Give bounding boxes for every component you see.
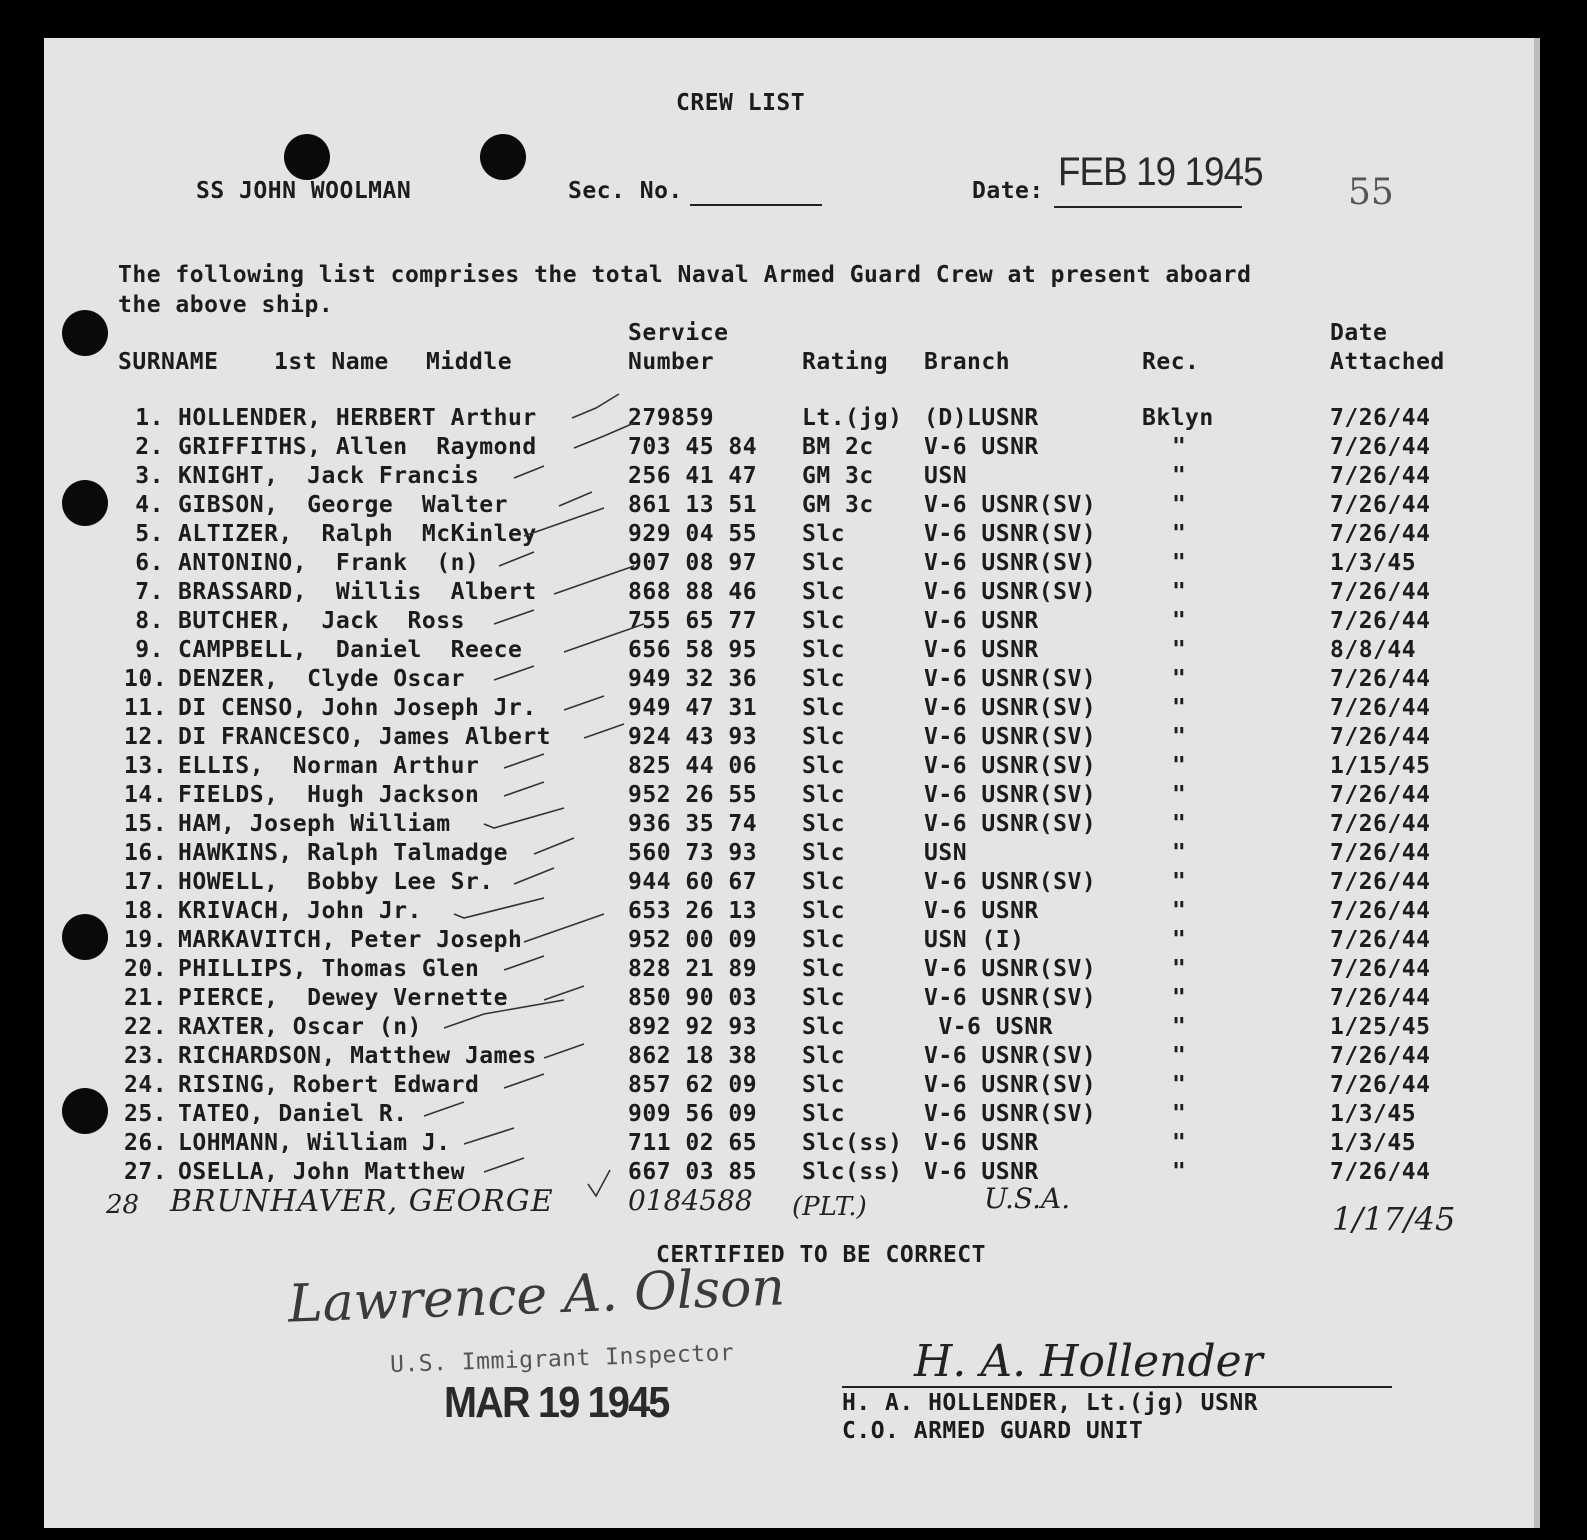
date-attached: 7/26/44	[1330, 927, 1431, 953]
inspector-title: U.S. Immigrant Inspector	[389, 1339, 735, 1379]
rating: Slc	[802, 1014, 846, 1040]
date-stamp: FEB 19 1945	[1058, 150, 1263, 194]
branch: V-6 USNR(SV)	[924, 753, 1097, 779]
date-attached: 7/26/44	[1330, 724, 1431, 750]
crew-name: BUTCHER, Jack Ross	[178, 608, 465, 634]
rating: Slc	[802, 521, 846, 547]
rec: "	[1172, 521, 1187, 547]
row-number: 8.	[135, 608, 164, 634]
rating: Slc	[802, 927, 846, 953]
rating: Slc	[802, 637, 846, 663]
check-marks	[44, 38, 1534, 1528]
crew-name: BRASSARD, Willis Albert	[178, 579, 537, 605]
service-number: 703 45 84	[628, 434, 758, 460]
rec: "	[1172, 927, 1187, 953]
rating: GM 3c	[802, 492, 874, 518]
branch: V-6 USNR(SV)	[924, 1101, 1097, 1127]
row-number: 19.	[124, 927, 168, 953]
handwritten-rating: (PLT.)	[792, 1192, 867, 1222]
date-attached: 7/26/44	[1330, 579, 1431, 605]
branch: V-6 USNR(SV)	[924, 521, 1097, 547]
row-number: 11.	[124, 695, 168, 721]
service-number: 828 21 89	[628, 956, 758, 982]
service-number: 711 02 65	[628, 1130, 758, 1156]
check-mark	[444, 1000, 564, 1028]
branch: V-6 USNR	[924, 1159, 1039, 1185]
date-attached: 7/26/44	[1330, 521, 1431, 547]
rec: "	[1172, 1159, 1187, 1185]
rec: "	[1172, 1101, 1187, 1127]
rec: "	[1172, 550, 1187, 576]
branch: V-6 USNR(SV)	[924, 579, 1097, 605]
row-number: 7.	[135, 579, 164, 605]
date-attached: 7/26/44	[1330, 985, 1431, 1011]
certified-statement: CERTIFIED TO BE CORRECT	[656, 1242, 986, 1268]
rec: "	[1172, 608, 1187, 634]
row-number: 9.	[135, 637, 164, 663]
rating: Slc	[802, 666, 846, 692]
service-number: 868 88 46	[628, 579, 758, 605]
check-mark	[559, 492, 592, 506]
service-number: 944 60 67	[628, 869, 758, 895]
crew-name: PHILLIPS, Thomas Glen	[178, 956, 480, 982]
rating: Slc	[802, 956, 846, 982]
rec: "	[1172, 898, 1187, 924]
row-number: 12.	[124, 724, 168, 750]
branch: V-6 USNR(SV)	[924, 1072, 1097, 1098]
check-mark	[464, 1128, 514, 1144]
check-mark	[574, 423, 634, 448]
check-mark	[494, 666, 534, 680]
service-number: 862 18 38	[628, 1043, 758, 1069]
row-number: 27.	[124, 1159, 168, 1185]
check-mark	[514, 868, 554, 884]
handwritten-date: 1/17/45	[1332, 1200, 1456, 1238]
rating: Slc	[802, 1101, 846, 1127]
date-attached: 7/26/44	[1330, 463, 1431, 489]
rating: Slc	[802, 579, 846, 605]
check-mark	[484, 808, 564, 828]
date-attached: 7/26/44	[1330, 898, 1431, 924]
branch: V-6 USNR	[924, 608, 1039, 634]
branch: V-6 USNR	[924, 1014, 1054, 1040]
crew-name: DI CENSO, John Joseph Jr.	[178, 695, 537, 721]
crew-name: HOWELL, Bobby Lee Sr.	[178, 869, 494, 895]
row-number: 14.	[124, 782, 168, 808]
rating: Slc(ss)	[802, 1130, 903, 1156]
header-first-name: 1st Name	[274, 349, 389, 375]
row-number: 2.	[135, 434, 164, 460]
crew-name: RISING, Robert Edward	[178, 1072, 480, 1098]
check-mark	[564, 696, 604, 710]
branch: V-6 USNR(SV)	[924, 782, 1097, 808]
rating: Slc	[802, 753, 846, 779]
branch: V-6 USNR	[924, 434, 1039, 460]
rating: Slc	[802, 550, 846, 576]
service-number: 949 47 31	[628, 695, 758, 721]
service-number: 861 13 51	[628, 492, 758, 518]
branch: USN (I)	[924, 927, 1025, 953]
rating: Slc	[802, 811, 846, 837]
rating: Slc	[802, 1043, 846, 1069]
check-mark	[504, 1074, 544, 1088]
service-number: 949 32 36	[628, 666, 758, 692]
crew-name: ANTONINO, Frank (n)	[178, 550, 480, 576]
service-number: 952 26 55	[628, 782, 758, 808]
rating: Lt.(jg)	[802, 405, 903, 431]
inspector-signature: Lawrence A. Olson	[287, 1257, 786, 1335]
header-service-top: Service	[628, 320, 729, 346]
crew-name: DENZER, Clyde Oscar	[178, 666, 465, 692]
crew-name: HAM, Joseph William	[178, 811, 451, 837]
header-date-bottom: Attached	[1330, 349, 1445, 375]
crew-name: RICHARDSON, Matthew James	[178, 1043, 537, 1069]
co-signature: H. A. Hollender	[914, 1336, 1263, 1387]
intro-line-1: The following list comprises the total Naval Armed Guard Crew at present aboard	[118, 262, 1252, 288]
rec: "	[1172, 956, 1187, 982]
date-attached: 7/26/44	[1330, 1043, 1431, 1069]
check-mark	[499, 552, 534, 566]
row-number: 17.	[124, 869, 168, 895]
crew-name: PIERCE, Dewey Vernette	[178, 985, 508, 1011]
row-number: 18.	[124, 898, 168, 924]
row-number: 10.	[124, 666, 168, 692]
date-attached: 7/26/44	[1330, 405, 1431, 431]
row-number: 20.	[124, 956, 168, 982]
date-attached: 7/26/44	[1330, 695, 1431, 721]
rating: Slc	[802, 1072, 846, 1098]
row-number: 21.	[124, 985, 168, 1011]
crew-name: GIBSON, George Walter	[178, 492, 508, 518]
co-signature-line	[842, 1386, 1392, 1388]
service-number: 929 04 55	[628, 521, 758, 547]
document-page	[44, 38, 1540, 1528]
rating: Slc	[802, 695, 846, 721]
rec: "	[1172, 492, 1187, 518]
check-mark	[454, 898, 544, 918]
crew-name: HAWKINS, Ralph Talmadge	[178, 840, 508, 866]
crew-name: ELLIS, Norman Arthur	[178, 753, 480, 779]
rec: "	[1172, 434, 1187, 460]
check-mark	[504, 754, 544, 768]
rating: Slc	[802, 898, 846, 924]
date-attached: 7/26/44	[1330, 608, 1431, 634]
service-number: 850 90 03	[628, 985, 758, 1011]
branch: V-6 USNR	[924, 637, 1039, 663]
check-mark	[534, 838, 574, 854]
date-attached: 7/26/44	[1330, 492, 1431, 518]
row-number: 5.	[135, 521, 164, 547]
date-attached: 7/26/44	[1330, 840, 1431, 866]
handwritten-row-number: 28	[106, 1190, 140, 1220]
rec: "	[1172, 985, 1187, 1011]
crew-name: FIELDS, Hugh Jackson	[178, 782, 480, 808]
check-mark	[554, 566, 634, 594]
check-mark	[524, 914, 604, 942]
check-mark	[572, 394, 619, 418]
rec: "	[1172, 1043, 1187, 1069]
service-number: 667 03 85	[628, 1159, 758, 1185]
date-attached: 7/26/44	[1330, 869, 1431, 895]
handwritten-branch: U.S.A.	[984, 1182, 1071, 1215]
date-attached: 7/26/44	[1330, 811, 1431, 837]
service-number: 909 56 09	[628, 1101, 758, 1127]
date-attached: 7/26/44	[1330, 956, 1431, 982]
rating: Slc	[802, 985, 846, 1011]
crew-name: MARKAVITCH, Peter Joseph	[178, 927, 523, 953]
branch: V-6 USNR(SV)	[924, 869, 1097, 895]
service-number: 952 00 09	[628, 927, 758, 953]
rec: "	[1172, 695, 1187, 721]
row-number: 1.	[135, 405, 164, 431]
check-mark	[588, 1170, 610, 1196]
service-number: 924 43 93	[628, 724, 758, 750]
header-date-top: Date	[1330, 320, 1388, 346]
service-number: 892 92 93	[628, 1014, 758, 1040]
inspector-date-stamp: MAR 19 1945	[444, 1378, 669, 1427]
check-mark	[524, 508, 604, 536]
page-number: 55	[1348, 172, 1394, 213]
branch: V-6 USNR(SV)	[924, 666, 1097, 692]
rec: "	[1172, 463, 1187, 489]
crew-name: TATEO, Daniel R.	[178, 1101, 408, 1127]
check-mark	[494, 610, 534, 624]
row-number: 23.	[124, 1043, 168, 1069]
crew-name: KRIVACH, John Jr.	[178, 898, 422, 924]
row-number: 15.	[124, 811, 168, 837]
crew-name: OSELLA, John Matthew	[178, 1159, 465, 1185]
crew-name: GRIFFITHS, Allen Raymond	[178, 434, 537, 460]
rec: "	[1172, 1072, 1187, 1098]
rating: GM 3c	[802, 463, 874, 489]
branch: (D)LUSNR	[924, 405, 1039, 431]
sec-no-label: Sec. No.	[568, 178, 683, 204]
crew-name: HOLLENDER, HERBERT Arthur	[178, 405, 537, 431]
rec: "	[1172, 1130, 1187, 1156]
check-mark	[484, 1158, 524, 1172]
row-number: 3.	[135, 463, 164, 489]
rec: "	[1172, 666, 1187, 692]
header-service-bottom: Number	[628, 349, 715, 375]
service-number: 755 65 77	[628, 608, 758, 634]
branch: V-6 USNR(SV)	[924, 492, 1097, 518]
date-attached: 7/26/44	[1330, 666, 1431, 692]
rec: "	[1172, 724, 1187, 750]
header-rating: Rating	[802, 349, 889, 375]
check-mark	[514, 466, 544, 478]
date-attached: 1/3/45	[1330, 1130, 1417, 1156]
ship-name: SS JOHN WOOLMAN	[196, 178, 412, 204]
date-attached: 7/26/44	[1330, 782, 1431, 808]
handwritten-service: 0184588	[628, 1184, 753, 1217]
branch: USN	[924, 463, 968, 489]
row-number: 16.	[124, 840, 168, 866]
check-mark	[584, 724, 624, 738]
header-middle: Middle	[426, 349, 513, 375]
date-attached: 1/15/45	[1330, 753, 1431, 779]
date-attached: 1/3/45	[1330, 550, 1417, 576]
date-attached: 1/25/45	[1330, 1014, 1431, 1040]
row-number: 25.	[124, 1101, 168, 1127]
rec: "	[1172, 637, 1187, 663]
header-rec: Rec.	[1142, 349, 1200, 375]
document-title: CREW LIST	[676, 90, 806, 116]
service-number: 256 41 47	[628, 463, 758, 489]
branch: V-6 USNR	[924, 898, 1039, 924]
rec: "	[1172, 1014, 1187, 1040]
row-number: 6.	[135, 550, 164, 576]
crew-name: LOHMANN, William J.	[178, 1130, 451, 1156]
crew-name: KNIGHT, Jack Francis	[178, 463, 480, 489]
date-attached: 8/8/44	[1330, 637, 1417, 663]
check-mark	[424, 1102, 464, 1116]
row-number: 4.	[135, 492, 164, 518]
branch: V-6 USNR(SV)	[924, 811, 1097, 837]
date-attached: 7/26/44	[1330, 1072, 1431, 1098]
check-mark	[544, 986, 584, 1000]
service-number: 857 62 09	[628, 1072, 758, 1098]
crew-name: CAMPBELL, Daniel Reece	[178, 637, 523, 663]
rating: Slc(ss)	[802, 1159, 903, 1185]
intro-line-2: the above ship.	[118, 292, 334, 318]
service-number: 653 26 13	[628, 898, 758, 924]
rating: Slc	[802, 840, 846, 866]
co-name: H. A. HOLLENDER, Lt.(jg) USNR	[842, 1390, 1259, 1416]
rec: "	[1172, 811, 1187, 837]
crew-name: DI FRANCESCO, James Albert	[178, 724, 552, 750]
rating: Slc	[802, 608, 846, 634]
branch: V-6 USNR(SV)	[924, 985, 1097, 1011]
row-number: 24.	[124, 1072, 168, 1098]
service-number: 907 08 97	[628, 550, 758, 576]
rating: Slc	[802, 724, 846, 750]
service-number: 936 35 74	[628, 811, 758, 837]
check-mark	[564, 624, 644, 652]
date-attached: 7/26/44	[1330, 1159, 1431, 1185]
rec: "	[1172, 840, 1187, 866]
rec: "	[1172, 753, 1187, 779]
service-number: 825 44 06	[628, 753, 758, 779]
rec: "	[1172, 869, 1187, 895]
handwritten-name: BRUNHAVER, GEORGE	[170, 1184, 554, 1219]
check-mark	[504, 782, 544, 796]
date-attached: 7/26/44	[1330, 434, 1431, 460]
rec: "	[1172, 579, 1187, 605]
date-attached: 1/3/45	[1330, 1101, 1417, 1127]
row-number: 22.	[124, 1014, 168, 1040]
check-mark	[504, 956, 544, 970]
header-branch: Branch	[924, 349, 1011, 375]
branch: V-6 USNR(SV)	[924, 550, 1097, 576]
branch: V-6 USNR(SV)	[924, 695, 1097, 721]
co-title: C.O. ARMED GUARD UNIT	[842, 1418, 1144, 1444]
branch: V-6 USNR(SV)	[924, 1043, 1097, 1069]
rec: "	[1172, 782, 1187, 808]
row-number: 26.	[124, 1130, 168, 1156]
crew-name: RAXTER, Oscar (n)	[178, 1014, 422, 1040]
branch: V-6 USNR(SV)	[924, 724, 1097, 750]
branch: V-6 USNR	[924, 1130, 1039, 1156]
row-number: 13.	[124, 753, 168, 779]
header-surname: SURNAME	[118, 349, 219, 375]
rating: BM 2c	[802, 434, 874, 460]
rating: Slc	[802, 869, 846, 895]
service-number: 560 73 93	[628, 840, 758, 866]
branch: V-6 USNR(SV)	[924, 956, 1097, 982]
check-mark	[544, 1044, 584, 1058]
crew-name: ALTIZER, Ralph McKinley	[178, 521, 537, 547]
rec: Bklyn	[1142, 405, 1214, 431]
service-number: 656 58 95	[628, 637, 758, 663]
branch: USN	[924, 840, 968, 866]
date-label: Date:	[972, 178, 1044, 204]
rating: Slc	[802, 782, 846, 808]
service-number: 279859	[628, 405, 715, 431]
